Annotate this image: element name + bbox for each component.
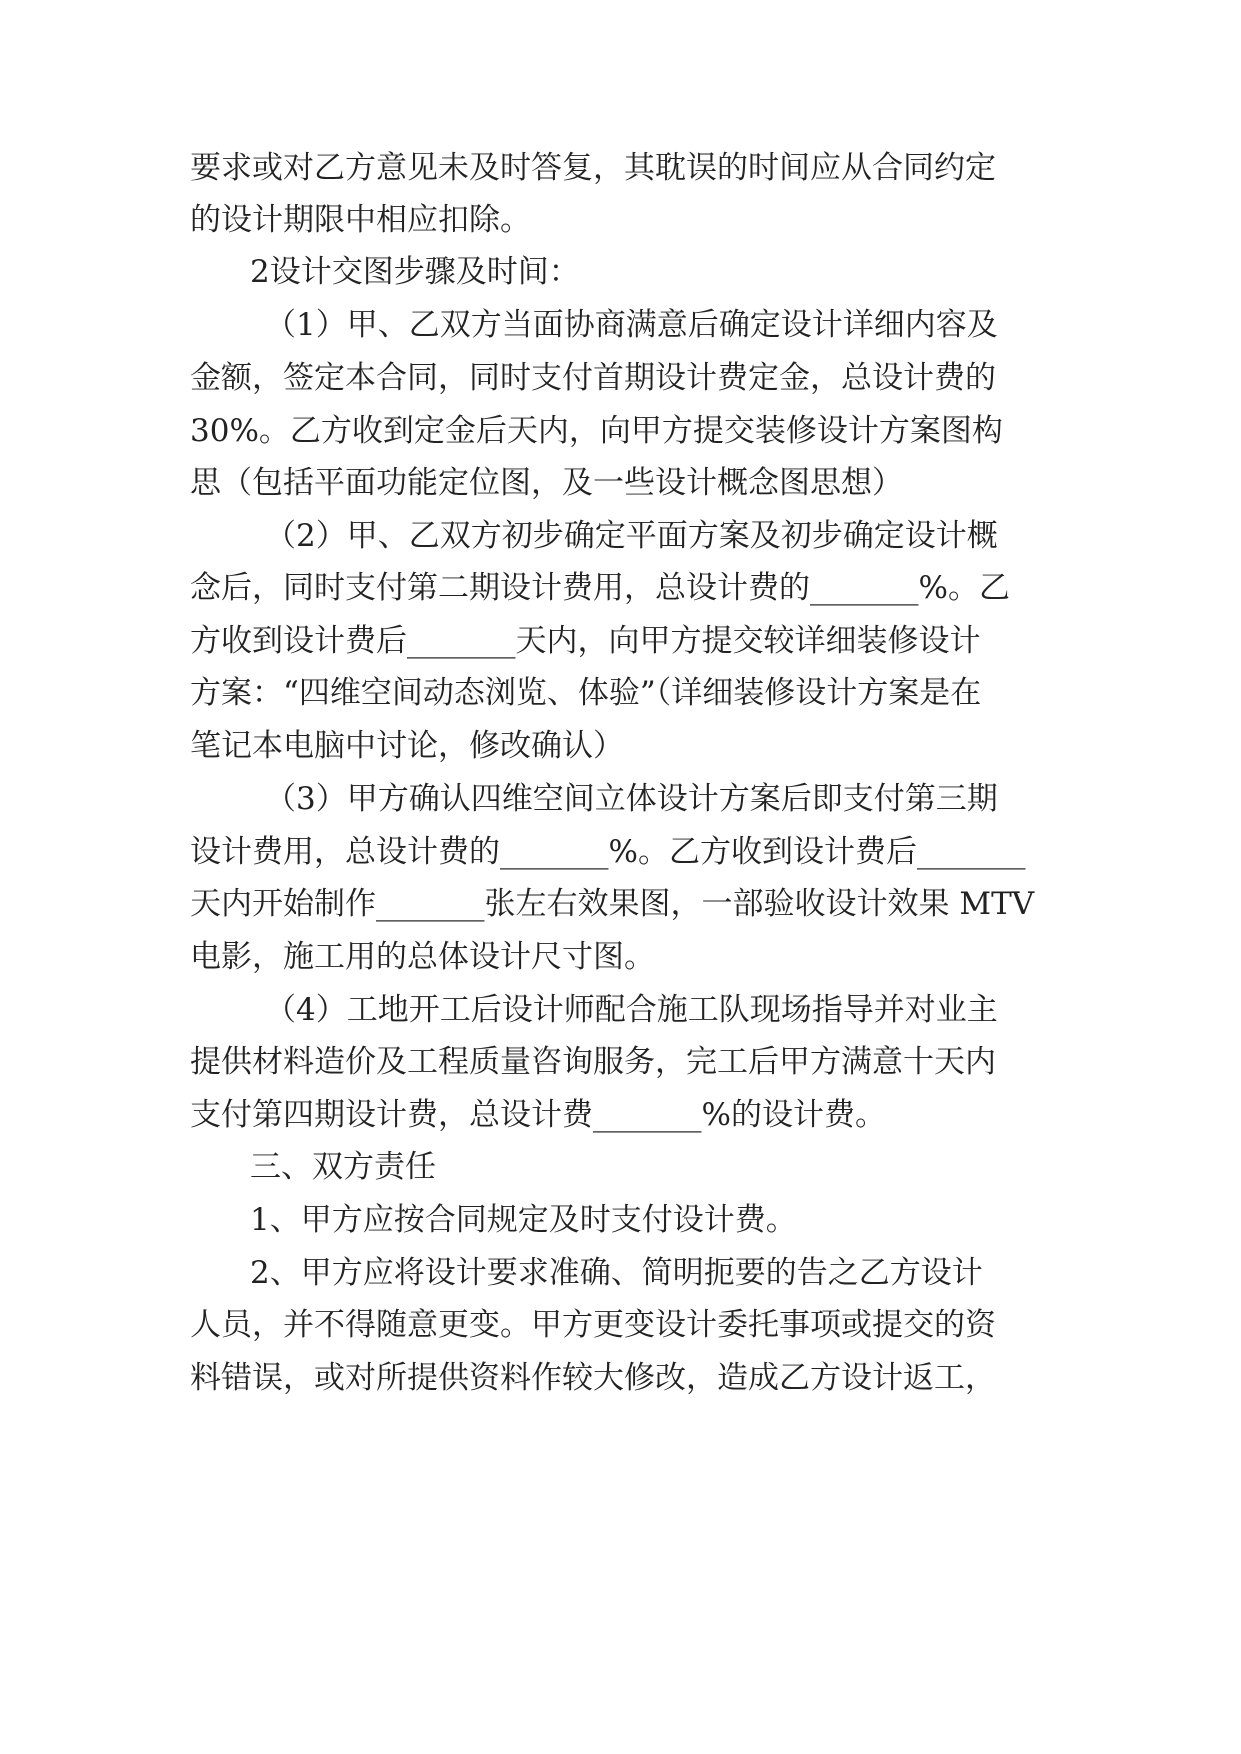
paragraph-line: （1）甲、乙双方当面协商满意后确定设计详细内容及 [265,307,998,343]
paragraph-line: 要求或对乙方意见未及时答复，其耽误的时间应从合同约定 [190,150,996,186]
paragraph-line: 料错误，或对所提供资料作较大修改，造成乙方设计返工， [190,1360,996,1396]
paragraph-line: 2、甲方应将设计要求准确、简明扼要的告之乙方设计 [250,1255,983,1291]
paragraph-line: 支付第四期设计费，总设计费_______%的设计费。 [190,1097,886,1133]
paragraph-line: 电影，施工用的总体设计尺寸图。 [190,939,655,975]
paragraph-line: （4）工地开工后设计师配合施工队现场指导并对业主 [265,992,998,1028]
paragraph-line: 方案：“四维空间动态浏览、体验”（详细装修设计方案是在 [190,675,982,711]
paragraph-line: 设计费用，总设计费的_______%。乙方收到设计费后_______ [190,834,1026,870]
paragraph-line: 笔记本电脑中讨论，修改确认） [190,728,624,764]
paragraph-line: 思（包括平面功能定位图，及一些设计概念图思想） [190,465,903,501]
section-heading: 2设计交图步骤及时间： [250,254,580,290]
paragraph-line: （2）甲、乙双方初步确定平面方案及初步确定设计概 [265,518,998,554]
paragraph-line: 提供材料造价及工程质量咨询服务，完工后甲方满意十天内 [190,1044,996,1080]
paragraph-line: 30%。乙方收到定金后天内，向甲方提交装修设计方案图构 [190,413,1003,449]
paragraph-line: 金额，签定本合同，同时支付首期设计费定金，总设计费的 [190,360,996,396]
paragraph-line: 的设计期限中相应扣除。 [190,202,531,238]
paragraph-line: 1、甲方应按合同规定及时支付设计费。 [250,1202,797,1238]
paragraph-line: 天内开始制作_______张左右效果图，一部验收设计效果 MTV [190,886,1035,922]
paragraph-line: 人员，并不得随意更变。甲方更变设计委托事项或提交的资 [190,1307,996,1343]
paragraph-line: 方收到设计费后_______天内，向甲方提交较详细装修设计 [190,623,981,659]
paragraph-line: 念后，同时支付第二期设计费用，总设计费的_______%。乙 [190,570,1010,606]
section-heading: 三、双方责任 [250,1149,436,1185]
paragraph-line: （3）甲方确认四维空间立体设计方案后即支付第三期 [265,781,998,817]
